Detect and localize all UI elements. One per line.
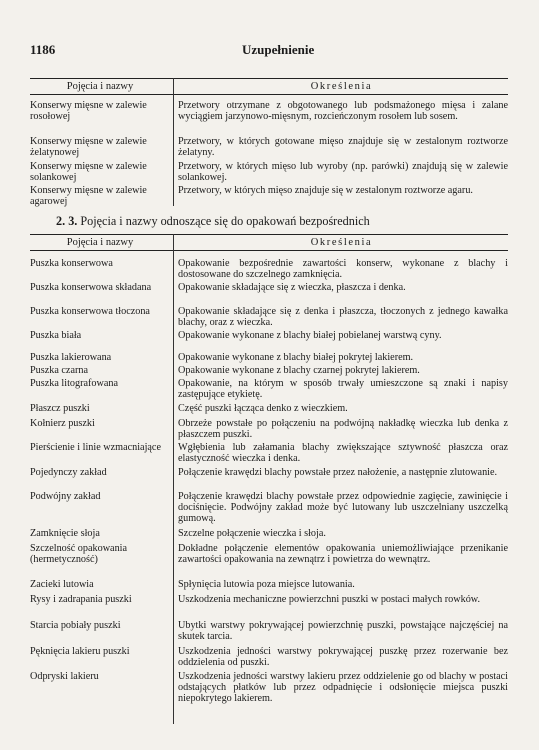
term-cell: Starcia pobiały puszki <box>30 620 121 631</box>
term-cell: Rysy i zadrapania puszki <box>30 594 132 605</box>
section-number: 2. 3. <box>56 214 78 228</box>
page-number: 1186 <box>30 42 56 57</box>
definition-cell: Opakowanie wykonane z blachy czarnej pokrytej lakierem. <box>178 365 420 376</box>
term-cell: Puszka konserwowa składana <box>30 282 152 293</box>
definition-cell: Spłynięcia lutowia poza miejsce lutowania. <box>178 579 355 590</box>
column-header-definitions: Określenia <box>310 81 373 92</box>
term-cell: Zacieki lutowia <box>30 579 94 590</box>
column-header-terms: Pojęcia i nazwy <box>66 81 134 92</box>
definition-cell: Szczelne połączenie wieczka i słoja. <box>178 528 326 539</box>
definition-cell: Opakowanie wykonane z blachy białej pobielanej warstwą cyny. <box>178 330 442 341</box>
definition-cell: Połączenie krawędzi blachy powstałe przez nałożenie, a następnie zlutowanie. <box>178 467 498 478</box>
definition-cell: Opakowanie, na którym w sposób trwały umieszczone są znaki i napisy zastępujące etykietę. <box>178 378 508 400</box>
definition-cell: Uszkodzenia mechaniczne powierzchni puszki w postaci małych rowków. <box>178 594 481 605</box>
term-cell: Pęknięcia lakieru puszki <box>30 646 130 657</box>
definition-cell: Ubytki warstwy pokrywającej powierzchnię puszki, powstające najczęściej na skutek tarcia. <box>178 620 508 642</box>
term-cell: Podwójny zakład <box>30 491 101 502</box>
definition-cell: Opakowanie składające się z wieczka, płaszcza i denka. <box>178 282 406 293</box>
table-header <box>30 78 508 95</box>
term-cell: Konserwy mięsne w zalewie agarowej <box>30 185 147 207</box>
definition-cell: Obrzeże powstałe po połączeniu na podwójną nakładkę wieczka lub denka z płaszczem puszki. <box>178 418 508 440</box>
definition-cell: Przetwory otrzymane z obgotowanego lub podsmażonego mięsa i zalane wyciągiem jarzynowo-mięsnym, rozcieńczonym rosołem lub sosem. <box>178 100 508 122</box>
term-cell: Puszka lakierowana <box>30 352 112 363</box>
section-heading <box>56 214 370 229</box>
term-cell: Konserwy mięsne w zalewie żelatynowej <box>30 136 147 158</box>
table-packaging <box>30 234 508 724</box>
definition-cell: Część puszki łącząca denko z wieczkiem. <box>178 403 348 414</box>
definition-cell: Opakowanie wykonane z blachy białej pokrytej lakierem. <box>178 352 414 363</box>
term-cell: Pojedynczy zakład <box>30 467 107 478</box>
term-cell: Puszka konserwowa tłoczona <box>30 306 150 317</box>
column-header-definitions: Określenia <box>310 237 373 248</box>
table-canned-meat <box>30 78 508 206</box>
definition-cell: Opakowanie składające się z denka i płaszcza, tłoczonych z jednego kawałka blachy, oraz z wieczka. <box>178 306 508 328</box>
definition-cell: Dokładne połączenie elementów opakowania uniemożliwiające przenikanie zawartości opakowania na zewnątrz i powietrza do wewnątrz. <box>178 543 508 565</box>
term-cell: Puszka czarna <box>30 365 88 376</box>
column-header-terms: Pojęcia i nazwy <box>66 237 134 248</box>
definition-cell: Przetwory, w których mięso lub wyroby (np. parówki) znajdują się w zalewie solankowej. <box>178 161 508 183</box>
definition-cell: Przetwory, w których mięso znajduje się w zestalonym roztworze agaru. <box>178 185 473 196</box>
definition-cell: Uszkodzenia jedności warstwy lakieru przez oddzielenie go od blachy w postaci odstających płatków lub przez odpadnięcie i odsłonięcie miejsca puszki niepokrytego lakierem. <box>178 671 508 704</box>
page-header <box>30 42 508 60</box>
term-cell: Konserwy mięsne w zalewie solankowej <box>30 161 147 183</box>
table-header <box>30 234 508 251</box>
definition-cell: Wgłębienia lub załamania blachy zwiększające sztywność płaszcza oraz elastyczność wieczka i denka. <box>178 442 508 464</box>
term-cell: Puszka biała <box>30 330 82 341</box>
term-cell: Zamknięcie słoja <box>30 528 100 539</box>
definition-cell: Opakowanie bezpośrednie zawartości konserw, wykonane z blachy i dostosowane do szczelnego zamknięcia. <box>178 258 508 280</box>
term-cell: Kołnierz puszki <box>30 418 95 429</box>
column-divider <box>173 78 174 206</box>
section-title: Pojęcia i nazwy odnoszące się do opakowań bezpośrednich <box>80 214 370 228</box>
term-cell: Pierścienie i linie wzmacniające <box>30 442 161 453</box>
page-title: Uzupełnienie <box>242 42 315 57</box>
term-cell: Puszka litografowana <box>30 378 118 389</box>
definition-cell: Uszkodzenia jedności warstwy pokrywającej puszkę przez rozerwanie bez oddzielenia od puszki. <box>178 646 508 668</box>
term-cell: Szczelność opakowania (hermetyczność) <box>30 543 128 565</box>
definition-cell: Połączenie krawędzi blachy powstałe przez odpowiednie zagięcie, zawinięcie i dociśnięcie. Podwójny zakład może być lutowany lub uszczelniany uszczelką gumową. <box>178 491 508 524</box>
term-cell: Odpryski lakieru <box>30 671 99 682</box>
definition-cell: Przetwory, w których gotowane mięso znajduje się w zestalonym roztworze żelatyny. <box>178 136 508 158</box>
term-cell: Konserwy mięsne w zalewie rosołowej <box>30 100 147 122</box>
column-divider <box>173 234 174 724</box>
term-cell: Puszka konserwowa <box>30 258 113 269</box>
term-cell: Płaszcz puszki <box>30 403 90 414</box>
